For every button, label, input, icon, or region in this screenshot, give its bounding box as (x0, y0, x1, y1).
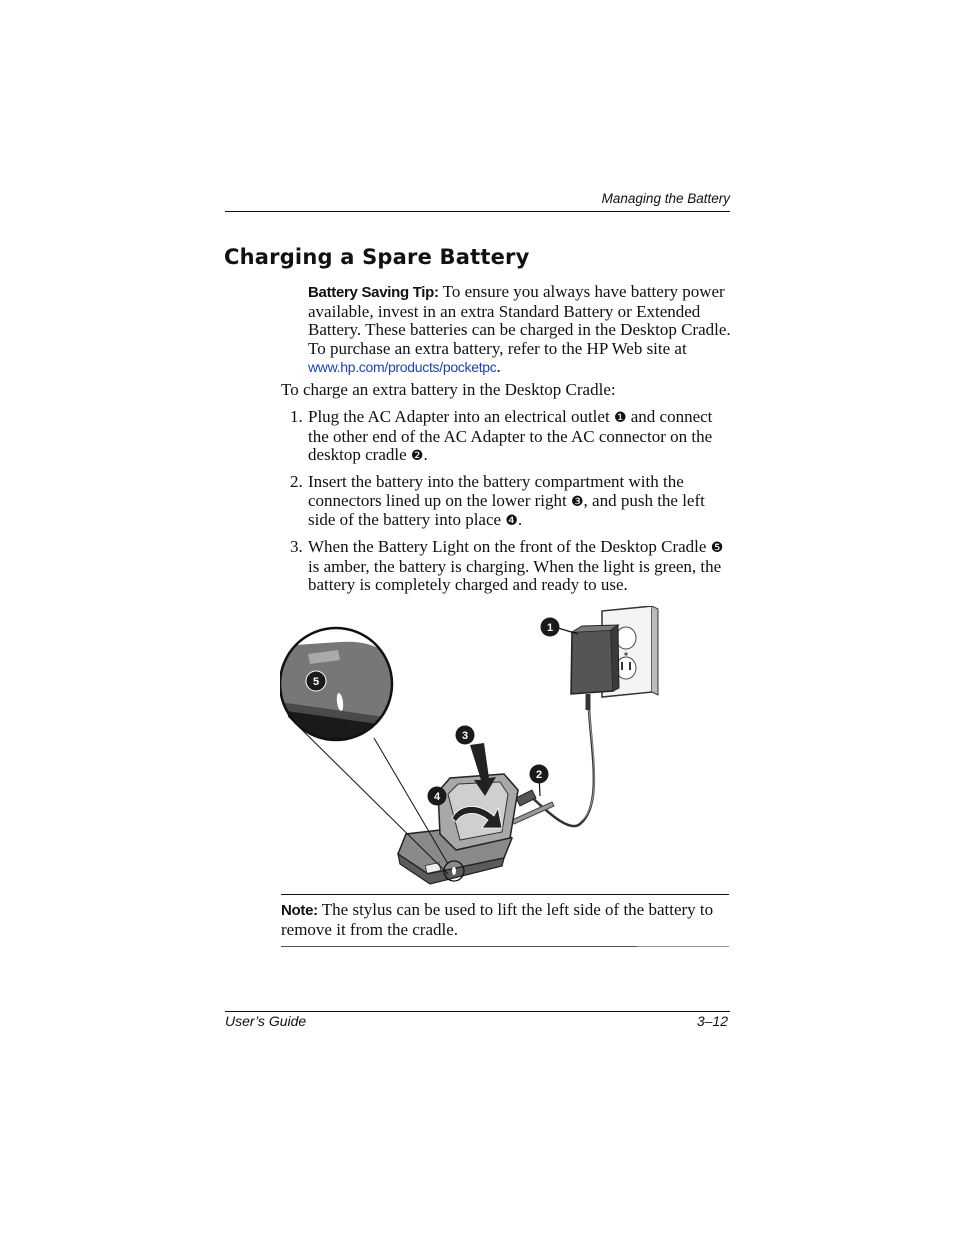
step-text: , and push the left side of the battery into place (308, 490, 705, 529)
callout-5 (306, 671, 326, 691)
step-number: 2. (290, 472, 303, 491)
svg-text:5: 5 (312, 676, 320, 688)
running-header: Managing the Battery (601, 191, 730, 206)
note-bottom-rule-end (637, 946, 729, 947)
callout-5-glyph: ❺ (710, 540, 724, 556)
step-number: 1. (290, 407, 303, 426)
callout-1-glyph: ❶ (613, 410, 627, 426)
step-text: Insert the battery into the battery compartment with the connectors lined up on the lower right (308, 472, 684, 510)
step-text: Plug the AC Adapter into an electrical outlet (308, 407, 614, 426)
step-3 (281, 538, 729, 595)
note-label: Note: (281, 902, 318, 919)
intro-text: To charge an extra battery in the Desktop Cradle: (281, 380, 616, 399)
callout-4-glyph: ❹ (505, 513, 518, 529)
page-number: 3–12 (696, 1013, 728, 1029)
callout-3-glyph: ❸ (570, 493, 584, 510)
svg-text:2: 2 (535, 769, 543, 781)
step-text: When the Battery Light on the front of the Desktop Cradle (308, 537, 711, 556)
callout-2-glyph: ❷ (410, 448, 424, 464)
step-2 (281, 473, 729, 531)
steps-list (281, 408, 729, 602)
tip-label: Battery Saving Tip: (308, 284, 439, 301)
step-1 (281, 408, 729, 466)
desktop-cradle (398, 774, 518, 884)
step-text: . (423, 445, 428, 464)
note (281, 901, 729, 939)
callout-2 (530, 765, 549, 784)
callout-3 (456, 726, 475, 745)
step-number: 3. (290, 537, 303, 556)
footer-rule (225, 1011, 730, 1012)
note-bottom-rule (281, 946, 637, 947)
hp-web-link[interactable]: www.hp.com/products/pocketpc (308, 359, 497, 375)
battery-saving-tip (308, 283, 733, 377)
tip-end: . (496, 357, 501, 376)
header-rule (225, 211, 730, 212)
step-text: and connect the other end of the AC Adapter to the AC connector on the desktop cradle (308, 407, 713, 464)
ac-adapter (528, 625, 619, 826)
footer-title: User’s Guide (225, 1013, 307, 1029)
step-text: is amber, the battery is charging. When the light is green, the battery is completely charged and ready to use. (308, 556, 722, 594)
note-text: The stylus can be used to lift the left side of the battery to remove it from the cradle. (281, 900, 714, 939)
callout-4 (428, 787, 447, 806)
svg-text:1: 1 (546, 622, 554, 634)
section-title: Charging a Spare Battery (224, 245, 530, 269)
tip-text: To ensure you always have battery power available, invest in an extra Standard Battery or Extended Battery. These batteries can be charged in the Desktop Cradle. To purchase an extra battery, refer to the HP Web site at (308, 282, 731, 358)
note-top-rule (281, 894, 729, 895)
step-text: . (517, 510, 523, 529)
cradle-illustration (280, 606, 730, 888)
svg-text:4: 4 (433, 791, 441, 803)
svg-text:3: 3 (461, 730, 469, 742)
callout-1 (541, 618, 560, 637)
ac-plug (516, 790, 536, 806)
